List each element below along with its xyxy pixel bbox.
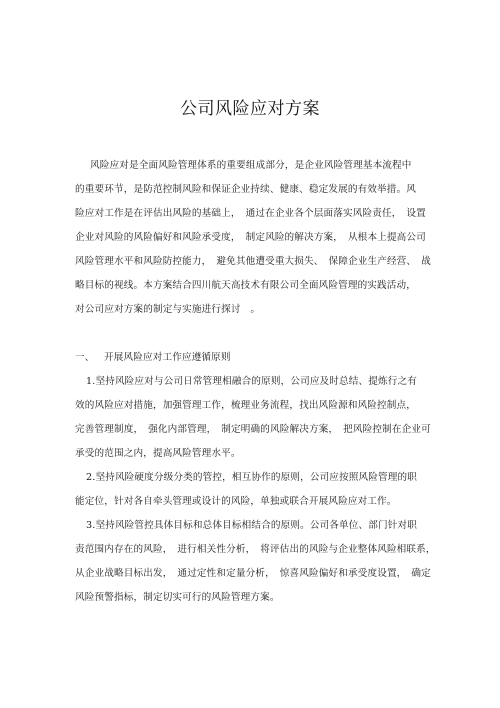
item-line: 完善管理制度， 强化内部管理， 制定明确的风险解决方案， 把风险控制在企业可 <box>75 424 431 435</box>
intro-line: 对公司应对方案的制定与实施进行探讨 。 <box>75 304 261 315</box>
intro-line: 的重要环节，是防范控制风险和保证企业持续、健康、稳定发展的有效举措。风 <box>75 184 417 195</box>
intro-line: 风险管理水平和风险防控能力， 避免其他遭受重大损失、 保障企业生产经营、 战 <box>75 256 431 267</box>
page-title: 公司风险应对方案 <box>180 99 320 119</box>
item-line: 3.坚持风险管控具体目标和总体目标相结合的原则。公司各单位、部门针对职 <box>86 520 417 531</box>
section-number: 一、 <box>75 352 95 363</box>
item-line: 风险预警指标，制定切实可行的风险管理方案。 <box>75 592 280 603</box>
item-line: 2.坚持风险硬度分级分类的管控，相互协作的原则，公司应按照风险管理的职 <box>86 472 417 483</box>
item-line: 能定位，针对各自牵头管理或设计的风险，单独或联合开展风险应对工作。 <box>75 496 397 507</box>
item-line: 1.坚持风险应对与公司日常管理相融合的原则，公司应及时总结、提炼行之有 <box>86 376 417 387</box>
intro-line: 略目标的视线。本方案结合四川航天高技术有限公司全面风险管理的实践活动， <box>75 280 417 291</box>
section-heading-text: 开展风险应对工作应遵循原则 <box>104 352 231 363</box>
intro-line: 险应对工作是在评估出风险的基础上， 通过在企业各个层面落实风险责任， 设置 <box>75 208 426 219</box>
item-line: 承受的范围之内，提高风险管理水平。 <box>75 448 241 459</box>
item-line: 从企业战略目标出发， 通过定性和定量分析， 惊喜风险偏好和承受度设置， 确定 <box>75 568 431 579</box>
intro-line: 企业对风险的风险偏好和风险承受度， 制定风险的解决方案， 从根本上提高公司 <box>75 232 426 243</box>
item-line: 责范围内存在的风险， 进行相关性分析， 将评估出的风险与企业整体风险相联系， <box>75 544 436 555</box>
intro-line: 风险应对是全面风险管理体系的重要组成部分，是企业风险管理基本流程中 <box>90 160 412 171</box>
paragraph-gap <box>75 322 430 346</box>
section-heading <box>75 346 430 370</box>
item-line: 效的风险应对措施，加强管理工作，梳理业务流程，找出风险源和风险控制点， <box>75 400 417 411</box>
document-body <box>75 154 436 610</box>
